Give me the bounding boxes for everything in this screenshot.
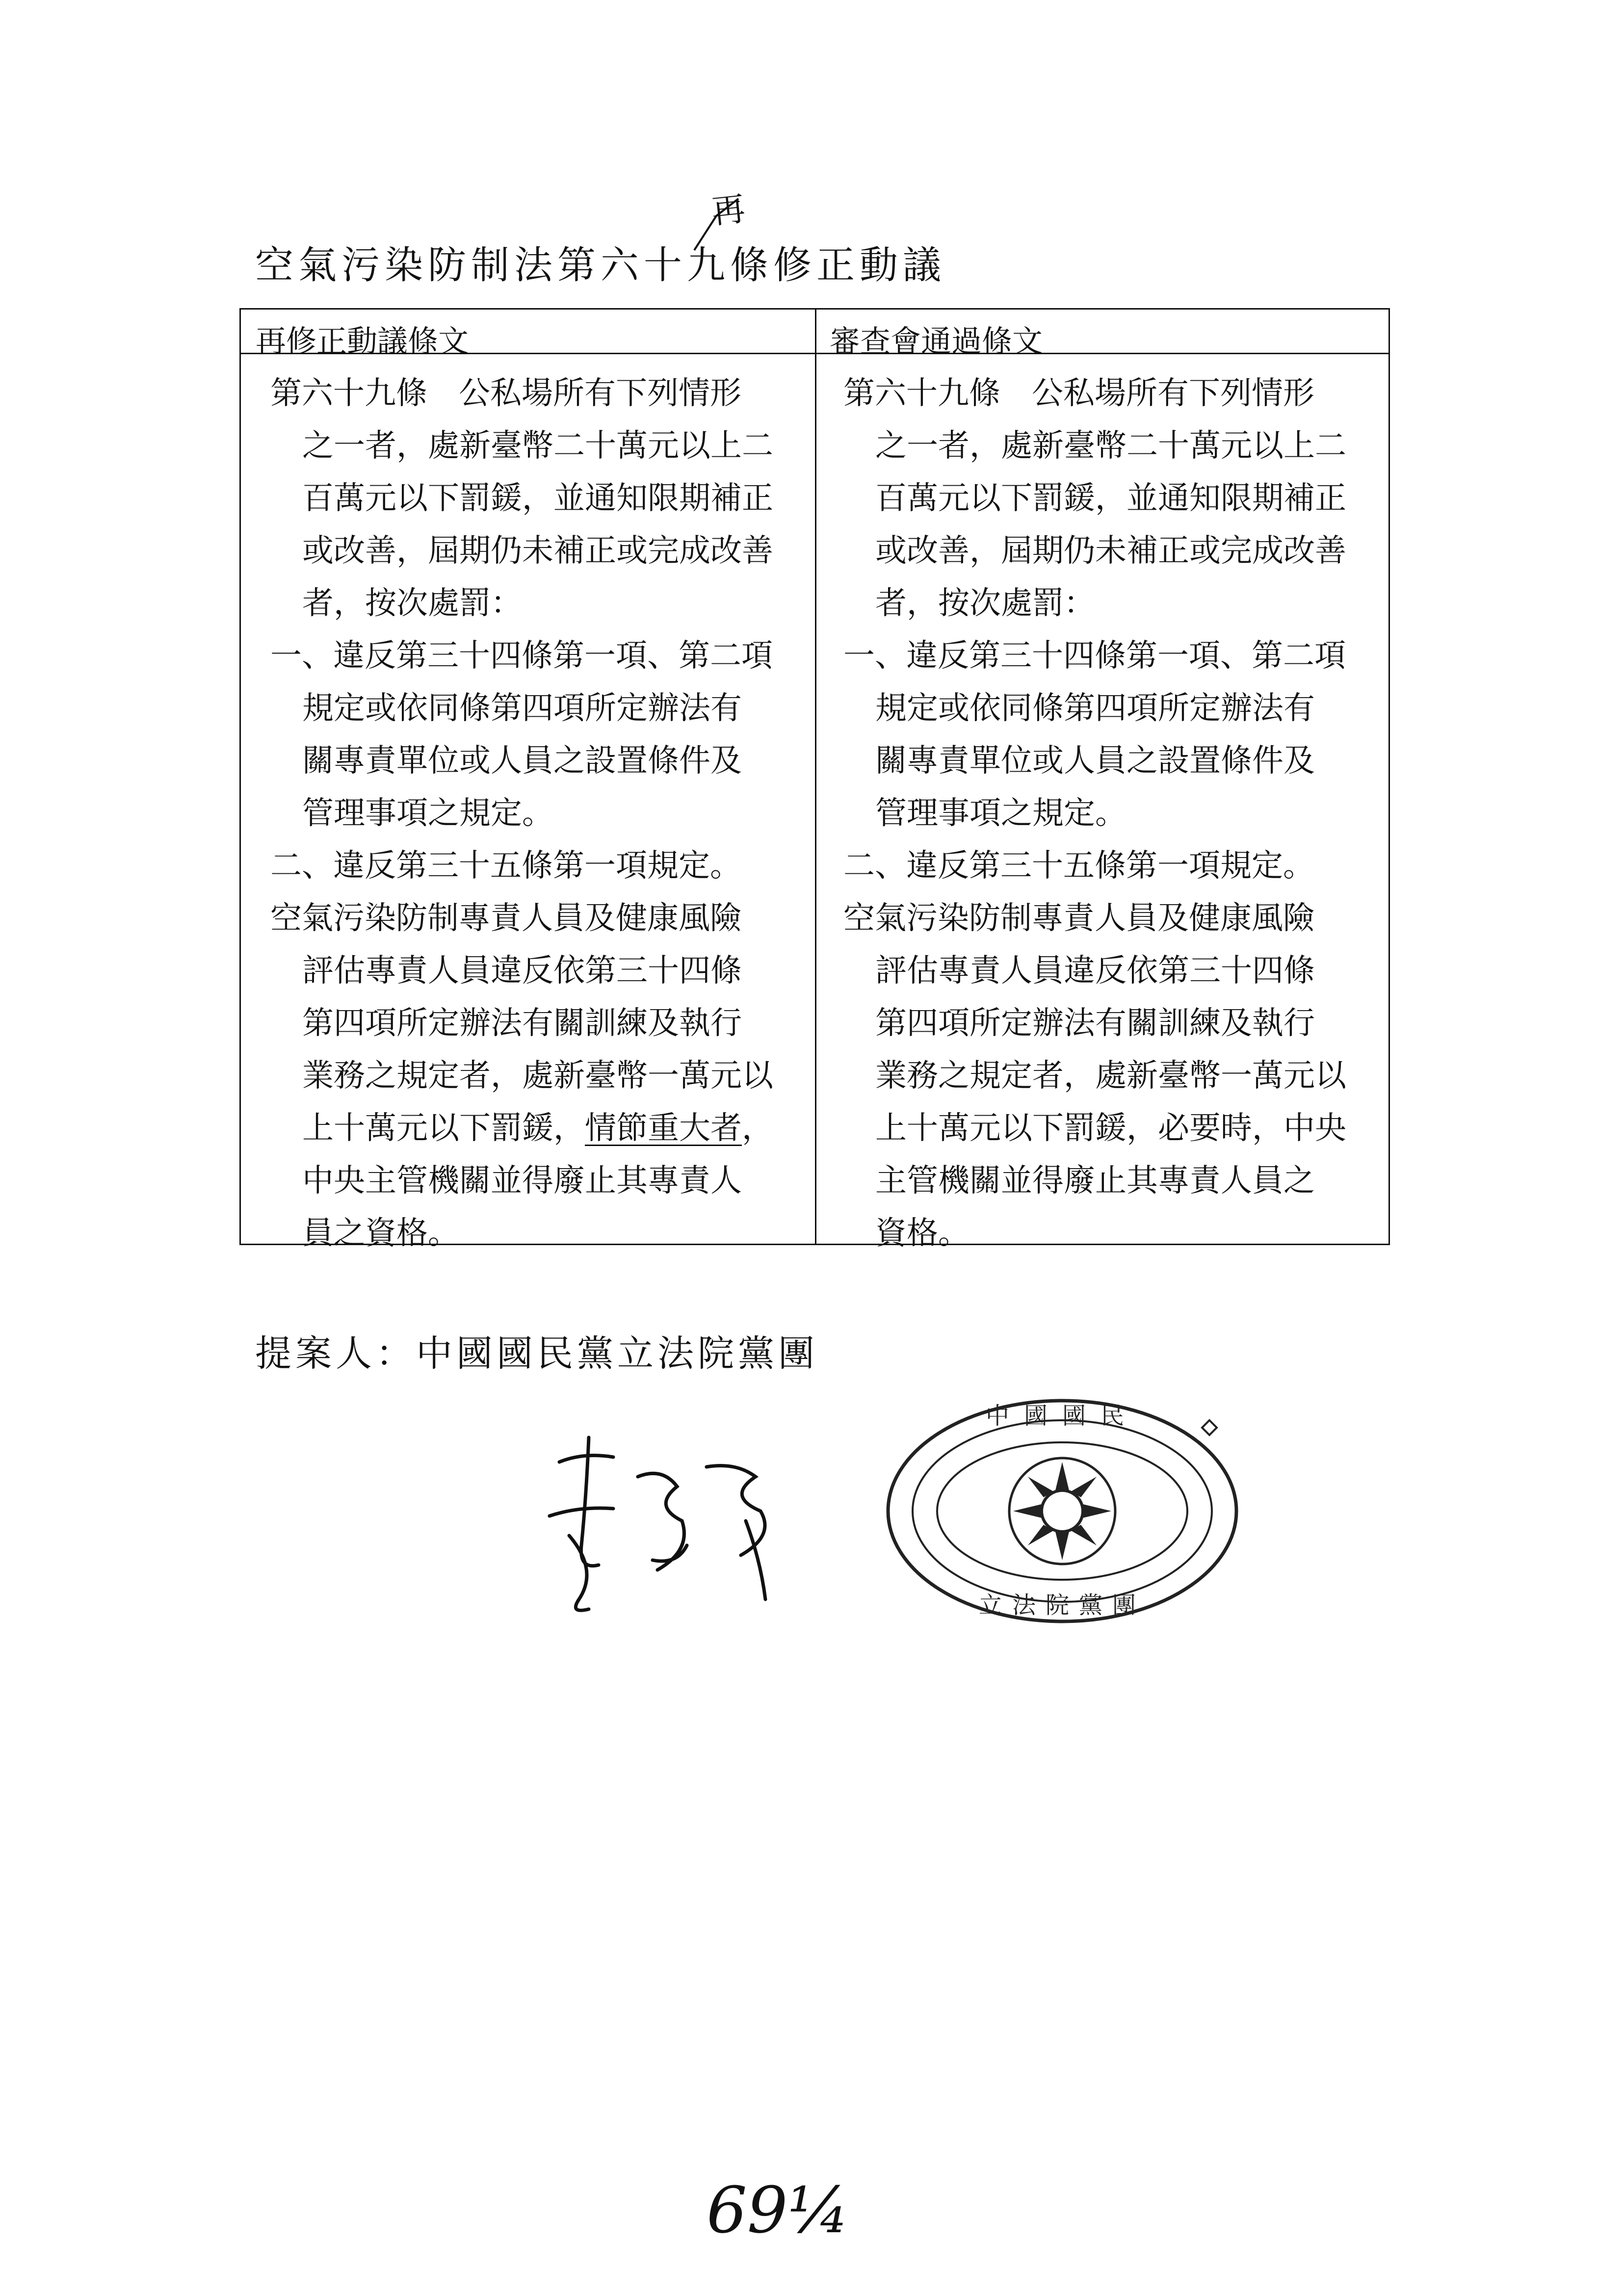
text-line: 規定或依同條第四項所定辦法有 <box>302 690 742 727</box>
text-line: 管理事項之規定。 <box>875 795 1126 832</box>
seal-text-top: 中國國民 <box>985 1402 1139 1430</box>
revised-motion-text <box>270 367 805 1260</box>
text-line: 評估專責人員違反依第三十四條 <box>875 953 1315 989</box>
text-line: 一、違反第三十四條第一項、第二項 <box>270 638 773 674</box>
text-line: 一、違反第三十四條第一項、第二項 <box>843 638 1346 674</box>
text-line: 業務之規定者，處新臺幣一萬元以 <box>875 1058 1346 1094</box>
column-divider <box>815 310 816 1244</box>
text-segment: 上十萬元以下罰鍰， <box>302 1110 585 1147</box>
page-number-text: 69¼ <box>707 2173 850 2247</box>
handwritten-insert: 再 <box>709 189 747 232</box>
text-line: 百萬元以下罰鍰，並通知限期補正 <box>875 480 1346 517</box>
text-line: 上十萬元以下罰鍰，必要時，中央 <box>875 1110 1346 1147</box>
text-line: 或改善，屆期仍未補正或完成改善 <box>875 533 1346 569</box>
text-segment: ， <box>742 1110 773 1147</box>
committee-passed-text <box>843 367 1378 1260</box>
text-line: 主管機關並得廢止其專責人員之 <box>875 1163 1315 1199</box>
text-line: 或改善，屆期仍未補正或完成改善 <box>302 533 773 569</box>
text-line: 二、違反第三十五條第一項規定。 <box>843 848 1314 884</box>
party-caucus-seal <box>881 1393 1244 1629</box>
header-committee-text: 審查會通過條文 <box>830 323 1043 359</box>
text-line: 第四項所定辦法有關訓練及執行 <box>875 1005 1315 1042</box>
text-line: 第四項所定辦法有關訓練及執行 <box>302 1005 742 1042</box>
text-line: 空氣污染防制專責人員及健康風險 <box>843 900 1314 937</box>
text-line: 關專責單位或人員之設置條件及 <box>302 743 742 779</box>
header-revised-motion: 再修正動議條文 <box>256 323 469 359</box>
handwritten-signature <box>530 1423 805 1629</box>
comparison-table <box>239 308 1390 1252</box>
text-line: 第六十九條 公私場所有下列情形 <box>843 375 1314 412</box>
underlined-amendment: 情節重大者 <box>585 1110 742 1147</box>
text-line: 百萬元以下罰鍰，並通知限期補正 <box>302 480 773 517</box>
handwritten-page-number <box>702 2168 878 2257</box>
text-line-with-underline <box>270 1102 805 1155</box>
text-line: 中央主管機關並得廢止其專責人 <box>302 1163 742 1199</box>
document-title: 空氣污染防制法第六十九條修正動議 <box>255 243 946 287</box>
text-line: 之一者，處新臺幣二十萬元以上二 <box>302 428 773 464</box>
text-line: 空氣污染防制專責人員及健康風險 <box>270 900 741 937</box>
text-line: 業務之規定者，處新臺幣一萬元以 <box>302 1058 773 1094</box>
seal-text-bottom: 立法院黨團 <box>978 1592 1146 1619</box>
proposer-line: 提案人：中國國民黨立法院黨團 <box>255 1332 818 1375</box>
text-line: 評估專責人員違反依第三十四條 <box>302 953 742 989</box>
text-line: 資格。 <box>875 1215 969 1252</box>
text-line: 關專責單位或人員之設置條件及 <box>875 743 1315 779</box>
text-line: 者，按次處罰： <box>302 585 522 622</box>
text-line: 員之資格。 <box>302 1215 459 1252</box>
text-line: 之一者，處新臺幣二十萬元以上二 <box>875 428 1346 464</box>
text-line: 管理事項之規定。 <box>302 795 553 832</box>
plum-blossom-icon <box>1202 1420 1217 1435</box>
text-line: 二、違反第三十五條第一項規定。 <box>270 848 741 884</box>
text-line: 第六十九條 公私場所有下列情形 <box>270 375 741 412</box>
text-line: 規定或依同條第四項所定辦法有 <box>875 690 1315 727</box>
text-line: 者，按次處罰： <box>875 585 1095 622</box>
